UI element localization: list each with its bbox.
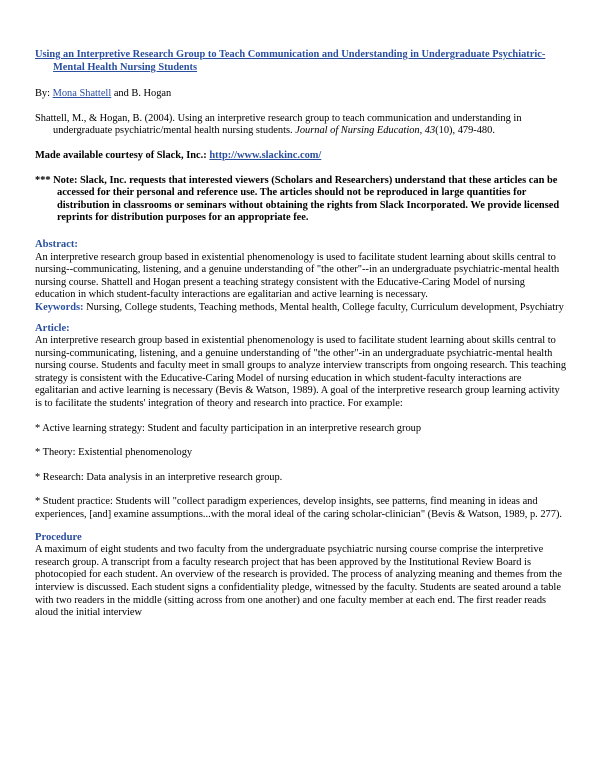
list-item: * Theory: Existential phenomenology [35, 447, 193, 459]
abstract-heading: Abstract: [35, 238, 78, 250]
procedure-heading: Procedure [35, 531, 82, 543]
citation-journal: Journal of Nursing Education, 43 [295, 125, 436, 137]
list-item: * Student practice: Students will "collect paradigm experiences, develop insights, see patterns, find meaning in ideas and experiences, [and] examine assumptions...with the moral ideal of the caring scholar-clinician" (Bevis & Watson, 1989, p. 277). [35, 496, 563, 521]
citation [35, 113, 567, 138]
courtesy-link[interactable]: http://www.slackinc.com/ [209, 149, 322, 161]
courtesy-line [35, 150, 567, 163]
list-item: * Active learning strategy: Student and faculty participation in an interpretive research group [35, 422, 422, 434]
byline-prefix: By: [35, 88, 53, 100]
copyright-note: *** Note: Slack, Inc. requests that interested viewers (Scholars and Researchers) understand that these articles can be accessed for their personal and reference use. The articles should not be reproduced in large quantities for distribution in classrooms or seminars without obtaining the rights from Slack Incorporated. We provide licensed reprints for distribution purposes for an appropriate fee. [35, 174, 560, 224]
article-heading: Article: [35, 322, 70, 334]
abstract-text: An interpretive research group based in existential phenomenology is used to facilitate student learning about skills central to nursing--communicating, listening, and a genuine understanding of "the other"--in an undergraduate psychiatric-mental health nursing course. Shattell and Hogan present a teaching strategy consistent with the Educative-Caring Model of nursing education in which student-faculty interactions are egalitarian and active learning is necessary. [35, 251, 560, 301]
procedure-text: A maximum of eight students and two faculty from the undergraduate psychiatric nursing course comprise the interpretive research group. A transcript from a faculty research project that has been approved by the Institutional Review Board is photocopied for each student. An overview of the research is provided. The process of analyzing meaning and themes from the interview is discussed. Each student signs a confidentiality pledge, witnessed by the faculty. Students are seated around a table with two readers in the middle (sitting across from one another) and one faculty member at each end. The first reader reads aloud the initial interview [35, 544, 562, 619]
citation-text: Shattell, M., & Hogan, B. (2004). Using an interpretive research group to teach communication and understanding in undergraduate psychiatric/mental health nursing students. [35, 112, 522, 137]
keywords-label: Keywords: [35, 301, 84, 313]
byline [35, 88, 567, 101]
document-page [35, 49, 567, 620]
courtesy-label: Made available courtesy of Slack, Inc.: [35, 149, 210, 161]
document-title[interactable] [35, 49, 567, 74]
keywords [35, 302, 567, 315]
keywords-list: Nursing, College students, Teaching methods, Mental health, College faculty, Curriculum development, Psychiatry [83, 301, 564, 313]
citation-issue: (10), 479-480. [435, 125, 495, 137]
author-link[interactable]: Mona Shattell [52, 88, 112, 100]
article-text: An interpretive research group based in existential phenomenology is used to facilitate student learning about skills central to nursing-communicating, listening, and a genuine understanding of "the other"-in an undergraduate psychiatric-mental health nursing course. Students and faculty meet in small groups to analyze interview transcripts from ongoing research. This teaching strategy is consistent with the Educative-Caring Model of nursing education in which student-faculty interactions are egalitarian and active learning is necessary (Bevis & Watson, 1989). A goal of the interpretive research group learning activity is to facilitate the students' integration of theory and research into practice. For example: [35, 335, 567, 410]
list-item: * Research: Data analysis in an interpretive research group. [35, 471, 283, 483]
byline-rest: and B. Hogan [111, 88, 172, 100]
title-link[interactable]: Using an Interpretive Research Group to Teach Communication and Understanding in Undergraduate Psychiatric-Mental Health Nursing Students [35, 49, 546, 73]
